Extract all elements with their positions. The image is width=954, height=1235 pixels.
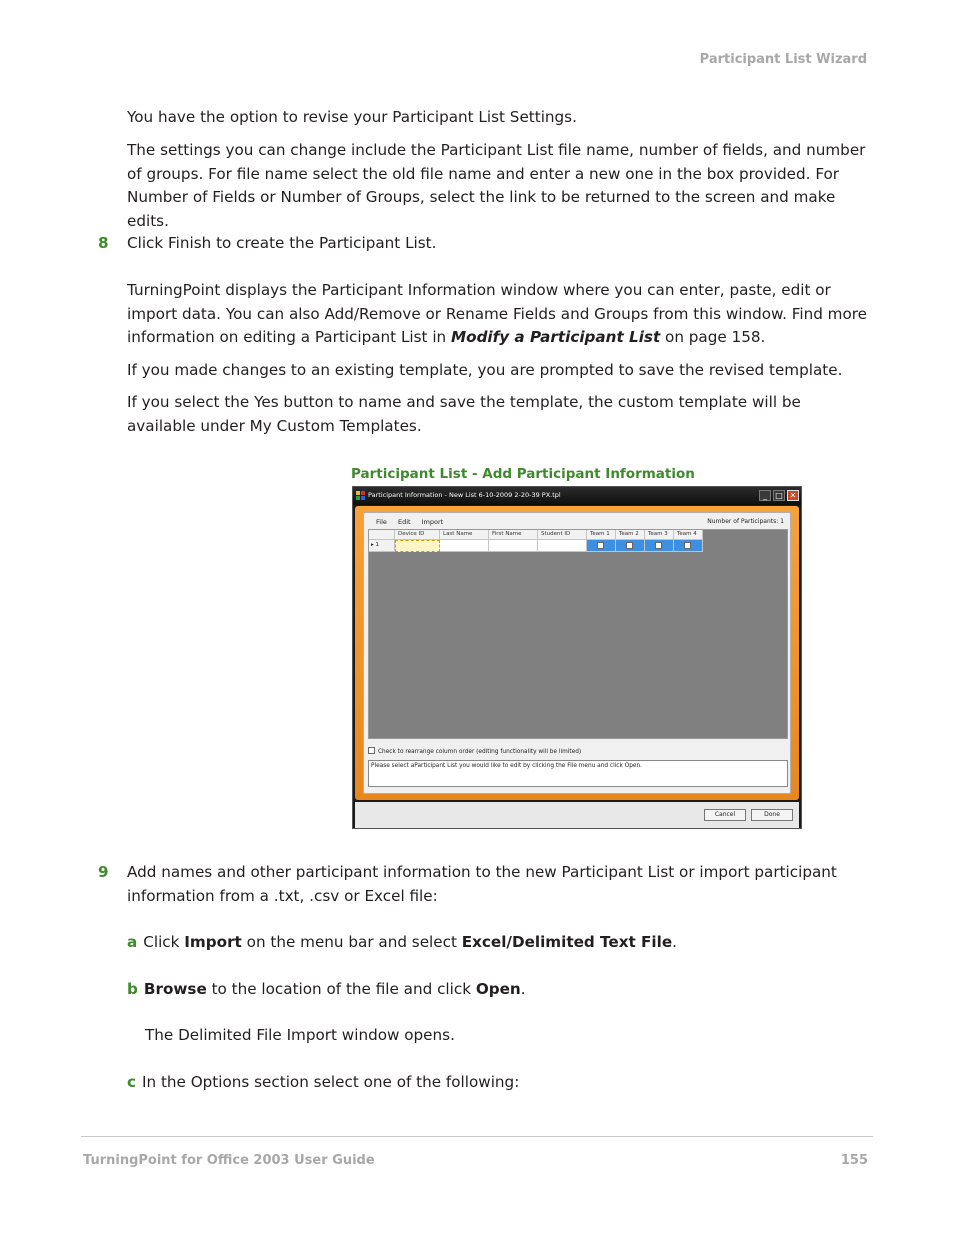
cancel-button[interactable]: Cancel	[704, 809, 746, 821]
substep-b: b Browse to the location of the file and click Open.	[127, 980, 526, 998]
participant-count: Number of Participants: 1	[707, 518, 784, 525]
modify-list-link[interactable]: Modify a Participant List	[451, 328, 661, 346]
window-content	[363, 512, 791, 794]
step-number-8: 8	[98, 234, 109, 252]
menu-file[interactable]: File	[376, 518, 387, 526]
paragraph-settings-details: The settings you can change include the Participant List file name, number of fields, and number of groups. For file name select the old file name and enter a new one in the box provided. For Number of Fields or Number of Groups, select the link to be returned to the screen and make edits.	[127, 141, 866, 230]
step-9-text: Add names and other participant information to the new Participant List or import participant information from a .txt, .csv or Excel file:	[127, 863, 837, 905]
participant-information-window	[352, 486, 802, 829]
grid-corner	[369, 530, 395, 540]
window-titlebar	[353, 487, 801, 505]
column-student-id[interactable]: Student ID	[538, 530, 587, 540]
window-frame	[355, 506, 799, 800]
menu-bar	[376, 518, 452, 526]
team-4-checkbox[interactable]	[684, 542, 691, 549]
window-title: Participant Information - New List 6-10-2009 2-20-39 PX.tpl	[368, 491, 561, 499]
rearrange-checkbox[interactable]	[368, 747, 375, 754]
cell-student-id[interactable]	[538, 540, 587, 552]
footer-guide-title: TurningPoint for Office 2003 User Guide	[83, 1153, 375, 1168]
substep-a: a Click Import on the menu bar and select Excel/Delimited Text File.	[127, 933, 677, 951]
running-header: Participant List Wizard	[699, 52, 867, 67]
footer-divider	[81, 1136, 873, 1137]
participant-grid[interactable]	[368, 529, 788, 739]
cell-team-4	[674, 540, 703, 552]
done-button[interactable]: Done	[751, 809, 793, 821]
substep-c: c In the Options section select one of the following:	[127, 1073, 520, 1091]
maximize-button[interactable]: □	[773, 490, 785, 501]
cell-team-2	[616, 540, 645, 552]
rearrange-columns-option[interactable]	[368, 747, 581, 755]
status-message: Please select aParticipant List you would like to edit by clicking the File menu and click Open.	[368, 760, 788, 787]
grid-header-row	[369, 530, 703, 540]
column-team-2[interactable]: Team 2	[616, 530, 645, 540]
cell-team-3	[645, 540, 674, 552]
team-2-checkbox[interactable]	[626, 542, 633, 549]
substep-b-note: The Delimited File Import window opens.	[145, 1026, 455, 1044]
paragraph-custom-templates: If you select the Yes button to name and save the template, the custom template will be available under My Custom Templates.	[127, 393, 801, 435]
column-first-name[interactable]: First Name	[489, 530, 538, 540]
team-3-checkbox[interactable]	[655, 542, 662, 549]
paragraph-participant-window: TurningPoint displays the Participant Information window where you can enter, paste, edit or import data. You can also Add/Remove or Rename Fields and Groups from this window. Find more information on editing a Participant List in Modify a Participant List on page 158.	[127, 281, 868, 346]
column-device-id[interactable]: Device ID	[395, 530, 440, 540]
column-team-1[interactable]: Team 1	[587, 530, 616, 540]
footer-page-number: 155	[840, 1153, 868, 1168]
column-team-3[interactable]: Team 3	[645, 530, 674, 540]
paragraph-revise-settings: You have the option to revise your Participant List Settings.	[127, 108, 577, 126]
close-button[interactable]: ✕	[787, 490, 799, 501]
rearrange-label: Check to rearrange column order (editing functionality will be limited)	[378, 749, 582, 755]
column-team-4[interactable]: Team 4	[674, 530, 703, 540]
step-8-text: Click Finish to create the Participant List.	[127, 234, 437, 252]
step-number-9: 9	[98, 863, 109, 881]
menu-import[interactable]: Import	[421, 518, 444, 526]
cell-first-name[interactable]	[489, 540, 538, 552]
minimize-button[interactable]: _	[759, 490, 771, 501]
cell-team-1	[587, 540, 616, 552]
table-row	[369, 540, 703, 552]
figure-caption: Participant List - Add Participant Information	[351, 466, 695, 482]
cell-last-name[interactable]	[440, 540, 489, 552]
paragraph-template-prompt: If you made changes to an existing template, you are prompted to save the revised template.	[127, 361, 843, 379]
dialog-button-bar	[355, 802, 799, 828]
column-last-name[interactable]: Last Name	[440, 530, 489, 540]
menu-edit[interactable]: Edit	[397, 518, 411, 526]
turningpoint-logo-icon	[356, 491, 366, 501]
team-1-checkbox[interactable]	[597, 542, 604, 549]
cell-device-id[interactable]	[395, 540, 440, 552]
row-header: ▸ 1	[369, 540, 395, 552]
